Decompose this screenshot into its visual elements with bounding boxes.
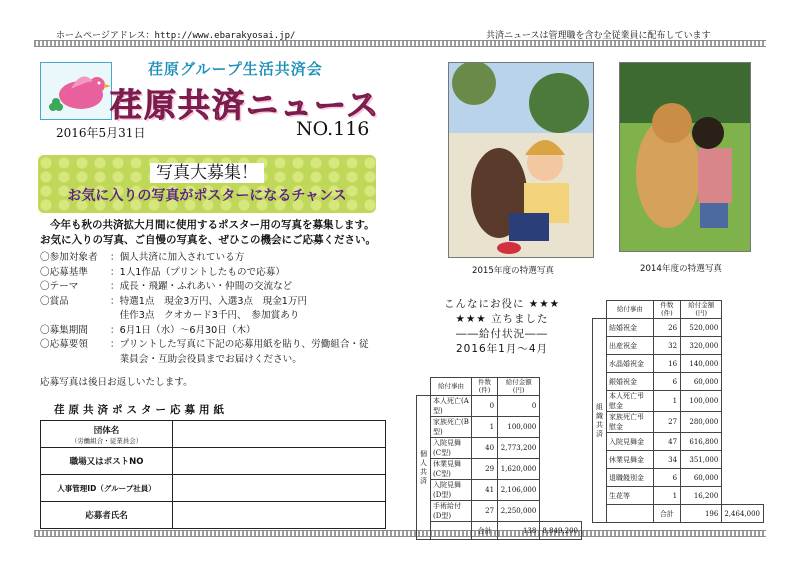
benefit-amount: 280,000 [681, 412, 722, 433]
benefit-count: 16 [653, 355, 680, 373]
benefit-reason: 水晶婚祝金 [607, 355, 654, 373]
rule-value: ：プリントした写真に下記の応募用紙を貼り、労働組合・従 [110, 339, 369, 350]
table-corner [593, 301, 607, 319]
newsletter-title: 荏原共済ニュース [110, 86, 381, 124]
benefit-amount: 320,000 [681, 337, 722, 355]
table-row [593, 337, 764, 355]
benefit-count: 6 [653, 469, 680, 487]
benefit-amount: 2,773,200 [498, 438, 540, 459]
table-row [593, 469, 764, 487]
photo-2015-winner [448, 62, 594, 258]
total-count: 196 [681, 505, 722, 523]
benefit-count: 47 [653, 433, 680, 451]
rule-row [0, 338, 400, 353]
rule-row [0, 251, 400, 266]
org-name: 荏原グループ生活共済会 [148, 60, 323, 78]
photo-2014-winner [619, 62, 751, 252]
table-row [593, 355, 764, 373]
return-note: 応募写真は後日お返しいたします。 [40, 377, 193, 388]
benefit-reason: 銀婚祝金 [607, 373, 654, 391]
form-title: 荏原共済ポスター応募用紙 [54, 404, 228, 416]
form-row [41, 475, 386, 502]
column-header: 給付金額(円) [498, 378, 540, 396]
column-header: 件数(件) [472, 378, 498, 396]
benefit-reason: 生花等 [607, 487, 654, 505]
benefit-count: 41 [472, 480, 498, 501]
benefit-amount: 0 [498, 396, 540, 417]
total-side [607, 505, 654, 523]
rule-row [0, 295, 400, 310]
table-header-row [417, 378, 582, 396]
form-label: 団体名 （労働組合・従業員会） [41, 421, 173, 448]
form-label: 人事管理ID（グループ社員） [41, 475, 173, 502]
benefit-amount: 520,000 [681, 319, 722, 337]
benefit-amount: 616,800 [681, 433, 722, 451]
banner-headline: 写真大募集！ [38, 158, 376, 183]
benefit-amount: 140,000 [681, 355, 722, 373]
benefit-reason: 入院見舞金 [607, 433, 654, 451]
benefit-headline: こんなにお役に ★★★ ★★★ 立ちました ――給付状況―― 2016年1月～4月 [443, 298, 561, 355]
total-row [593, 505, 764, 523]
application-form [40, 420, 386, 529]
form-label: 応募者氏名 [41, 502, 173, 529]
table-row [417, 501, 582, 522]
table-side-label: 個人共済 [417, 396, 431, 540]
bottom-divider [34, 530, 766, 537]
total-amount: 2,464,000 [722, 505, 764, 523]
intro-text: 今年も秋の共済拡大月間に使用するポスター用の写真を募集します。 お気に入りの写真、ご自慢の写真を、ぜひこの機会にご応募ください。 [40, 219, 376, 246]
benefit-reason: 結婚祝金 [607, 319, 654, 337]
table-row [417, 438, 582, 459]
benefit-count: 29 [472, 459, 498, 480]
rule-row [0, 353, 400, 368]
rule-value: ：特選1点 現金3万円、入選3点 現金1万円 [110, 295, 308, 307]
benefit-amount: 60,000 [681, 373, 722, 391]
table-corner [417, 378, 431, 396]
total-amount: 8,849,200 [540, 522, 582, 540]
benefit-reason: 入院見舞(D型) [431, 480, 472, 501]
form-row [41, 502, 386, 529]
form-input-workplace[interactable] [173, 448, 386, 475]
rule-value: 業員会・互助会役員までお届けください。 [110, 353, 302, 365]
homepage-address: ホームページアドレス：http://www.ebarakyosai.jp/ [56, 31, 296, 41]
benefit-count: 6 [653, 373, 680, 391]
banner-subtitle: お気に入りの写真がポスターになるチャンス [67, 188, 347, 204]
distribution-notice: 共済ニュースは管理職を含む全従業員に配布しています [486, 31, 711, 41]
table-row [417, 480, 582, 501]
total-row [417, 522, 582, 540]
rule-label: 〇参加対象者 [40, 252, 98, 263]
total-label: 合計 [653, 505, 680, 523]
benefit-count: 27 [653, 412, 680, 433]
photo-caption-2015: 2015年度の特選写真 [472, 266, 555, 276]
rule-label: 〇応募基準 [40, 266, 88, 278]
benefit-count: 34 [653, 451, 680, 469]
table-row [593, 391, 764, 412]
table-row [593, 319, 764, 337]
table-row [417, 396, 582, 417]
rule-value: ：個人共済に加入されている方 [110, 252, 245, 263]
table-row [417, 459, 582, 480]
table-row [593, 433, 764, 451]
column-header: 件数(件) [653, 301, 680, 319]
table-row [593, 451, 764, 469]
benefit-amount: 60,000 [681, 469, 722, 487]
benefit-amount: 351,000 [681, 451, 722, 469]
benefit-count: 0 [472, 396, 498, 417]
total-side [431, 522, 472, 540]
rule-label: 〇募集期間 [40, 324, 88, 336]
rule-row [0, 280, 400, 295]
table-side-label: 組織共済 [593, 319, 607, 523]
rule-value: ：成長・飛躍・ふれあい・仲間の交流など [110, 281, 293, 292]
benefit-amount: 2,106,000 [498, 480, 540, 501]
rule-value: ：1人1作品（プリントしたもので応募） [110, 266, 285, 278]
rule-label: 〇応募要領 [40, 339, 88, 350]
benefit-reason: 出産祝金 [607, 337, 654, 355]
contest-rules [0, 251, 400, 367]
top-divider [34, 40, 766, 47]
benefit-count: 32 [653, 337, 680, 355]
rule-value: ：6月1日（水）～6月30日（木） [110, 324, 256, 336]
form-row [41, 421, 386, 448]
table-header-row [593, 301, 764, 319]
benefit-amount: 100,000 [681, 391, 722, 412]
benefit-amount: 2,250,000 [498, 501, 540, 522]
form-row [41, 448, 386, 475]
issue-date: 2016年5月31日 [56, 126, 146, 140]
benefit-count: 1 [653, 391, 680, 412]
benefit-reason: 手術給付(D型) [431, 501, 472, 522]
benefit-count: 1 [653, 487, 680, 505]
rule-row [0, 266, 400, 281]
benefit-reason: 家族死亡(B型) [431, 417, 472, 438]
total-label: 合計 [472, 522, 498, 540]
column-header: 給付事由 [431, 378, 472, 396]
issue-number: NO.116 [296, 118, 370, 140]
benefit-amount: 16,200 [681, 487, 722, 505]
form-input-personnel-id[interactable] [173, 475, 386, 502]
rule-label: 〇賞品 [40, 295, 69, 307]
rule-row [0, 309, 400, 324]
photo-caption-2014: 2014年度の特選写真 [640, 264, 723, 274]
column-header: 給付金額(円) [681, 301, 722, 319]
benefit-count: 26 [653, 319, 680, 337]
benefit-reason: 休業見舞(C型) [431, 459, 472, 480]
organization-benefit-table [592, 300, 764, 523]
benefit-reason: 休業見舞金 [607, 451, 654, 469]
form-label: 職場又はポストNO [41, 448, 173, 475]
rule-value: 佳作3点 クオカード3千円、 参加賞あり [110, 310, 300, 321]
rule-row [0, 324, 400, 339]
bird-logo [40, 62, 112, 120]
benefit-amount: 1,620,000 [498, 459, 540, 480]
table-row [593, 412, 764, 433]
form-input-name[interactable] [173, 502, 386, 529]
photo-contest-banner [38, 155, 376, 213]
benefit-reason: 退職餞別金 [607, 469, 654, 487]
personal-benefit-table [416, 377, 582, 540]
benefit-reason: 本人死亡(A型) [431, 396, 472, 417]
column-header: 給付事由 [607, 301, 654, 319]
table-row [593, 487, 764, 505]
form-input-group[interactable] [173, 421, 386, 448]
benefit-reason: 入院見舞(C型) [431, 438, 472, 459]
total-count: 138 [498, 522, 540, 540]
benefit-amount: 100,000 [498, 417, 540, 438]
table-row [417, 417, 582, 438]
benefit-count: 1 [472, 417, 498, 438]
benefit-count: 40 [472, 438, 498, 459]
benefit-reason: 家族死亡弔慰金 [607, 412, 654, 433]
benefit-reason: 本人死亡弔慰金 [607, 391, 654, 412]
table-row [593, 373, 764, 391]
benefit-count: 27 [472, 501, 498, 522]
rule-label: 〇テーマ [40, 281, 79, 292]
